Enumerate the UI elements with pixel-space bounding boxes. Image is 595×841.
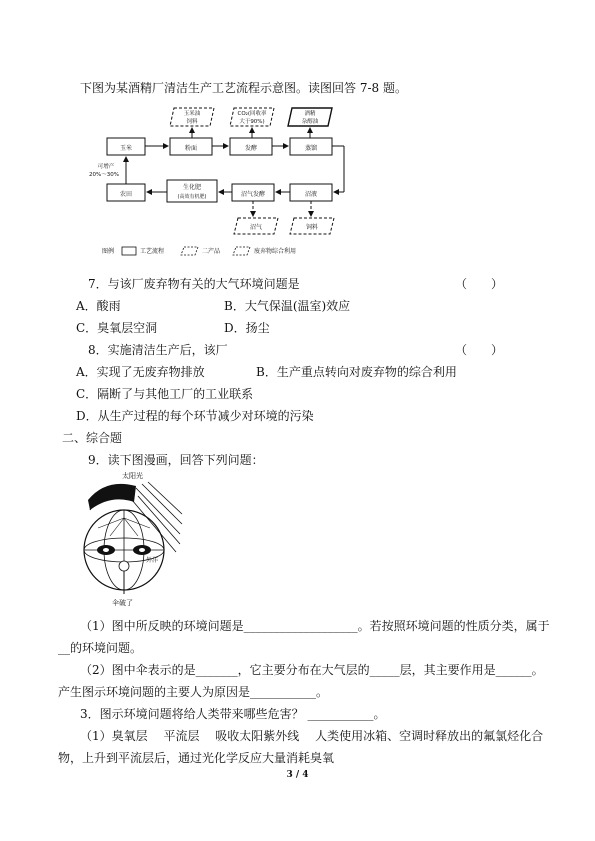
flow-diagram <box>82 100 372 260</box>
legend-item-1: 工艺流程 <box>140 248 165 255</box>
answer-line1: （1）臭氧层 平流层 吸收太阳紫外线 人类使用冰箱、空调时释放出的氟氯烃化合 <box>80 729 544 743</box>
q9-part2-line1: （2）图中伞表示的是_______，它主要分布在大气层的_____层，其主要作用是______。 <box>80 663 544 677</box>
top-mid-label-2: 大于90%) <box>239 119 265 125</box>
q7-option-c: C．臭氧层空洞 <box>76 321 158 335</box>
q9-part3: 3．图示环境问题将给人类带来哪些危害？ ___________。 <box>80 707 386 721</box>
box-huafei-sub: (高效有机肥) <box>177 194 207 200</box>
q9-part1-line1: （1）图中所反映的环境问题是___________________。若按照环境问题的性质分类，属于 <box>80 619 550 633</box>
ozone-cartoon <box>76 470 186 610</box>
intro-text: 下图为某酒精厂清洁生产工艺流程示意图。读图回答 7-8 题。 <box>80 81 407 95</box>
box-fajiao: 发酵 <box>244 145 258 152</box>
q8-answer-paren: （ ） <box>455 343 504 357</box>
cartoon-sun-label: 太阳光 <box>122 472 143 480</box>
box-jiaoyuan: 沼液 <box>304 191 318 198</box>
top-right-label-2: 杂醇油 <box>301 119 319 125</box>
bottom-right-label: 饲料 <box>305 224 319 231</box>
box-tianchan: 农田 <box>119 191 133 198</box>
q8-option-c: C．隔断了与其他工厂的工业联系 <box>76 387 254 401</box>
top-left-label-2: 饲料 <box>186 119 198 125</box>
box-zhaoqi: 沼气发酵 <box>240 191 266 198</box>
legend-item-3: 废弃物综合利用 <box>254 248 297 255</box>
q7-stem: 7．与该厂废弃物有关的大气环境问题是 <box>88 277 300 291</box>
page-number: 3 / 4 <box>286 770 309 780</box>
q9-stem: 9．读下图漫画，回答下列问题： <box>88 453 264 467</box>
q7-option-d: D．扬尘 <box>224 321 270 335</box>
bottom-mid-label: 沼气 <box>249 224 263 231</box>
top-right-label: 酒精 <box>304 111 316 117</box>
q8-option-a: A．实现了无废弃物排放 <box>76 365 205 379</box>
q7-option-a: A．酸雨 <box>76 299 121 313</box>
cartoon-side-label: 外洋 <box>146 557 159 564</box>
box-yumi: 玉米 <box>119 145 133 152</box>
section-title: 二、综合题 <box>62 431 123 445</box>
cartoon-umbrella-label: 伞破了 <box>112 599 133 607</box>
legend-title: 图例 <box>102 248 115 255</box>
box-huafei: 生化肥 <box>182 184 202 191</box>
q8-option-d: D．从生产过程的每个环节减少对环境的污染 <box>76 409 314 423</box>
q9-part1-line2: __的环境问题。 <box>58 641 143 655</box>
side-label: 可增产 <box>97 164 115 170</box>
q8-stem: 8．实施清洁生产后，该厂 <box>88 343 228 357</box>
q7-option-b: B．大气保温(温室)效应 <box>224 299 351 313</box>
box-fenmian: 粉面 <box>184 145 198 152</box>
q8-option-b: B．生产重点转向对废弃物的综合利用 <box>256 365 457 379</box>
top-mid-label: CO₂(回收率 <box>237 111 267 117</box>
q9-part2-line2: 产生图示环境问题的主要人为原因是___________。 <box>58 685 329 699</box>
top-left-label: 玉米油 <box>183 111 201 117</box>
box-zhengliu: 蒸馏 <box>304 145 318 152</box>
legend-item-2: 二产品 <box>202 248 221 255</box>
side-label-2: 20%～30% <box>89 172 119 178</box>
answer-line2: 物，上升到平流层后，通过光化学反应大量消耗臭氧 <box>58 751 335 765</box>
q7-answer-paren: （ ） <box>455 277 504 291</box>
